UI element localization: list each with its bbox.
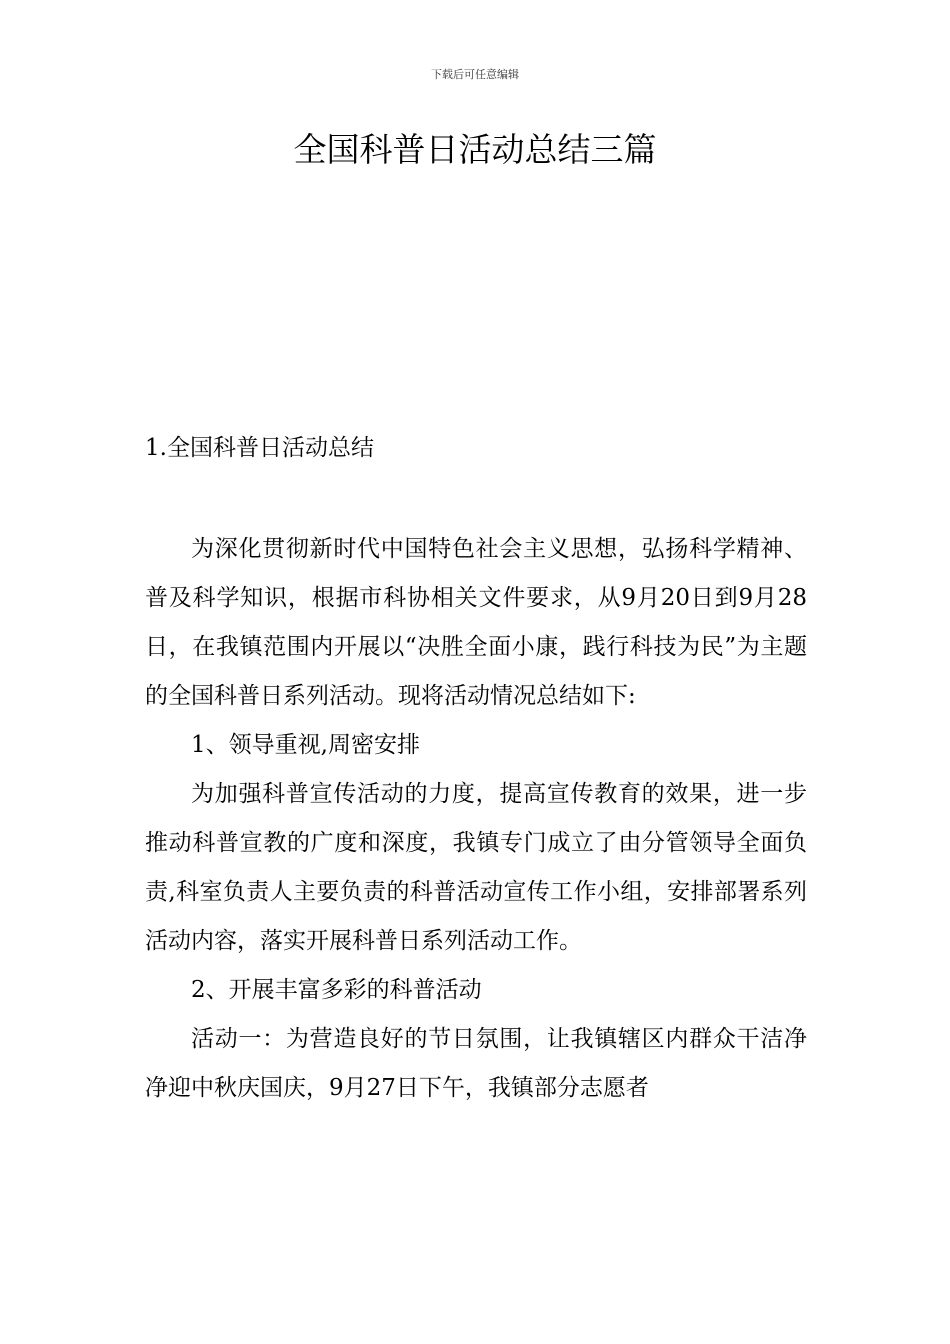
- paragraph-subheading-1: 1、领导重视,周密安排: [191, 732, 420, 758]
- section-heading: 1.全国科普日活动总结: [145, 435, 374, 461]
- document-body: [145, 525, 807, 1113]
- document-title: 全国科普日活动总结三篇: [293, 130, 657, 169]
- paragraph-activity-one: 活动一：为营造良好的节日氛围，让我镇辖区内群众干洁净净迎中秋庆国庆，9月27日下午，我镇部分志愿者: [145, 1026, 807, 1101]
- paragraph-subheading-2: 2、开展丰富多彩的科普活动: [191, 977, 482, 1003]
- header-note: 下载后可任意编辑: [431, 68, 519, 81]
- paragraph-leadership: 为加强科普宣传活动的力度，提高宣传教育的效果，进一步推动科普宣教的广度和深度，我镇专门成立了由分管领导全面负责,科室负责人主要负责的科普活动宣传工作小组，安排部署系列活动内容，落实开展科普日系列活动工作。: [145, 781, 807, 954]
- paragraph-intro: 为深化贯彻新时代中国特色社会主义思想，弘扬科学精神、普及科学知识，根据市科协相关文件要求，从9月20日到9月28日，在我镇范围内开展以“决胜全面小康，践行科技为民”为主题的全国科普日系列活动。现将活动情况总结如下:: [145, 536, 807, 709]
